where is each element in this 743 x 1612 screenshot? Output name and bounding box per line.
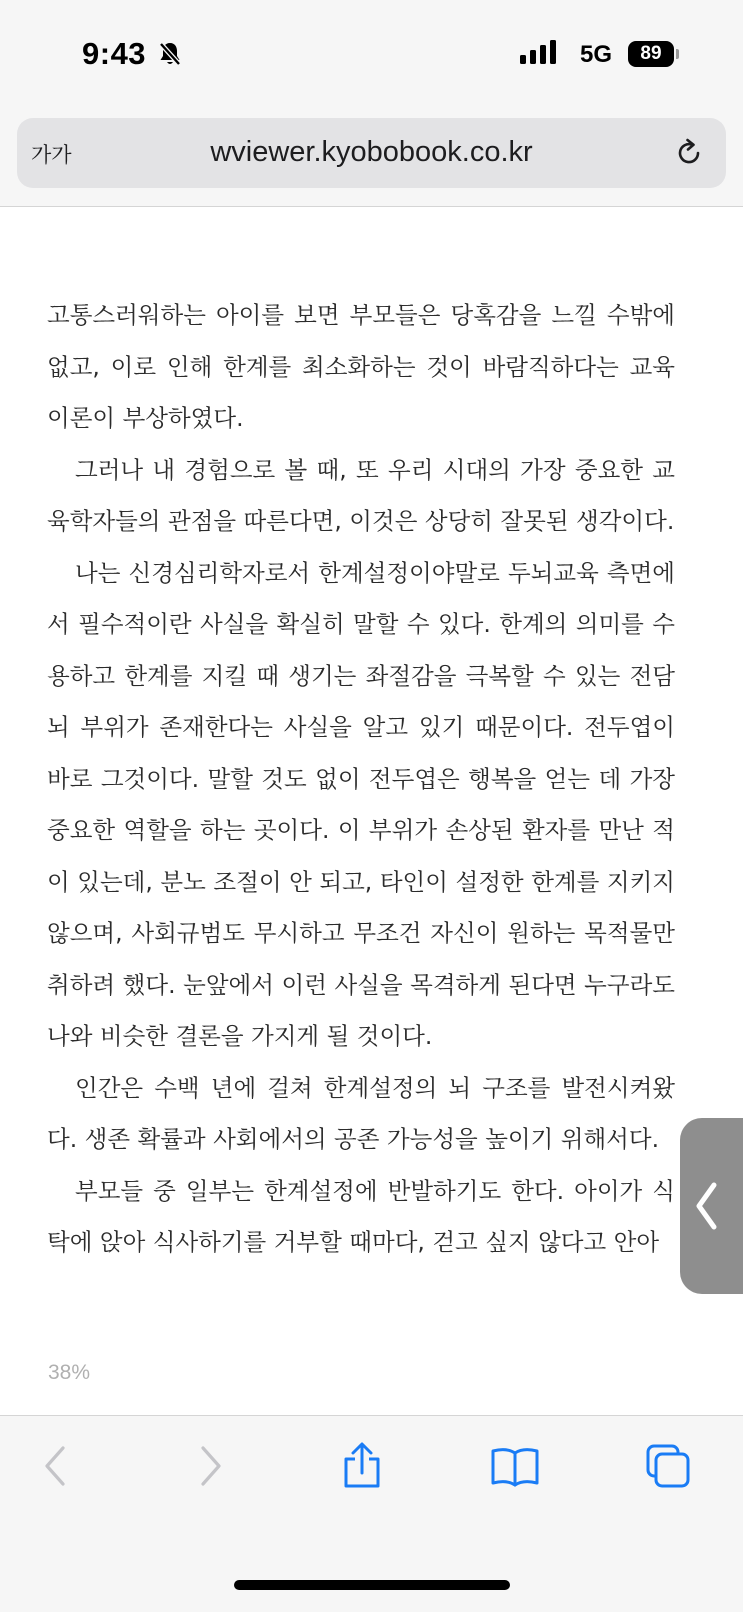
battery-tip (676, 49, 679, 59)
url-field[interactable] (17, 118, 726, 188)
browser-address-bar (0, 110, 743, 207)
tabs-icon[interactable] (642, 1440, 694, 1492)
status-time: 9:43 (82, 36, 147, 71)
reload-icon[interactable] (673, 137, 705, 173)
paragraph: 인간은 수백 년에 걸쳐 한계설정의 뇌 구조를 발전시켜왔다. 생존 확률과 사회에서의 공존 가능성을 높이기 위해서다. (47, 1073, 675, 1153)
text-size-button[interactable]: 가가 (31, 143, 72, 167)
ebook-page-content (47, 290, 675, 1269)
silent-mode-icon (158, 41, 182, 71)
paragraph: 그러나 내 경험으로 볼 때, 또 우리 시대의 가장 중요한 교육학자들의 관점을 따른다면, 이것은 상당히 잘못된 생각이다. (47, 455, 675, 535)
paragraph: 고통스러워하는 아이를 보면 부모들은 당혹감을 느낄 수밖에 없고, 이로 인해 한계를 최소화하는 것이 바람직하다는 교육 이론이 부상하였다. (47, 301, 675, 432)
network-type: 5G (580, 41, 613, 68)
paragraph: 부모들 중 일부는 한계설정에 반발하기도 한다. 아이가 식탁에 앉아 식사하기를 거부할 때마다, 걷고 싶지 않다고 안아 (47, 1176, 675, 1256)
share-icon[interactable] (336, 1440, 388, 1492)
page-turn-handle[interactable] (680, 1118, 743, 1294)
status-bar (0, 0, 743, 110)
forward-icon[interactable] (184, 1440, 236, 1492)
cellular-signal-icon (520, 40, 556, 68)
back-icon[interactable] (30, 1440, 82, 1492)
home-indicator[interactable] (234, 1580, 510, 1590)
reading-progress: 38% (48, 1361, 91, 1384)
chevron-left-icon (692, 1182, 720, 1230)
battery-icon: 89 (628, 41, 674, 67)
url-text[interactable]: wviewer.kyobobook.co.kr (210, 136, 533, 168)
paragraph: 나는 신경심리학자로서 한계설정이야말로 두뇌교육 측면에서 필수적이란 사실을 확실히 말할 수 있다. 한계의 의미를 수용하고 한계를 지킬 때 생기는 좌절감을 극복할 수 있는 전담 뇌 부위가 존재한다는 사실을 알고 있기 때문이다. 전두엽이 바로 그것이다. 말할 것도 없이 전두엽은 행복을 얻는 데 가장 중요한 역할을 하는 곳이다. 이 부위가 손상된 환자를 만난 적이 있는데, 분노 조절이 안 되고, 타인이 설정한 한계를 지키지 않으며, 사회규범도 무시하고 무조건 자신이 원하는 목적물만 취하려 했다. 눈앞에서 이런 사실을 목격하게 된다면 누구라도 나와 비슷한 결론을 가지게 될 것이다. (47, 558, 675, 1050)
bookmarks-icon[interactable] (489, 1440, 541, 1492)
